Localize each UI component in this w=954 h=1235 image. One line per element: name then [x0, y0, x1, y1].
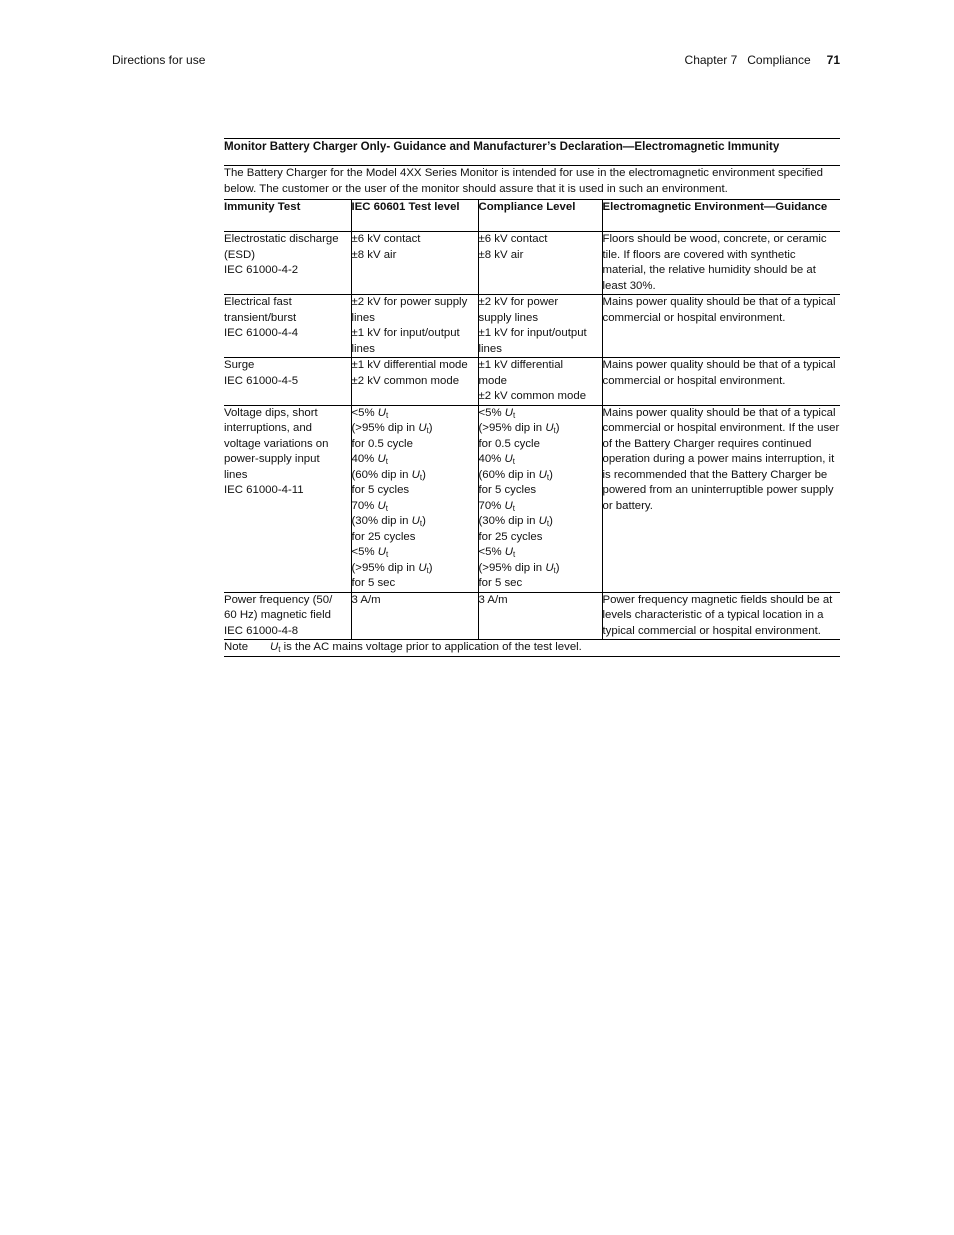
cell-line: ±6 kV contact: [351, 233, 421, 245]
cell-line: (ESD): [224, 248, 256, 261]
cell-line: lines: [478, 342, 502, 355]
symbol-sub: t: [546, 472, 550, 482]
cell-line: lines: [351, 342, 375, 355]
column-header-immunity-test: Immunity Test: [224, 200, 351, 232]
cell-compliance: [478, 405, 602, 592]
cell-line: IEC 61000-4-2: [224, 264, 299, 276]
cell-iec: [351, 232, 478, 295]
cell-line: 40% $U_t$: [351, 453, 388, 466]
cell-line: for 5 sec: [478, 577, 523, 589]
page-number: 71: [826, 53, 840, 67]
cell-line: transient/burst: [224, 311, 297, 324]
cell-line: for 0.5 cycle: [351, 437, 413, 450]
header-chapter: Chapter 7 Compliance: [684, 53, 811, 67]
cell-line: ±1 kV differential mode: [351, 359, 468, 371]
header-chapter-info: [685, 53, 840, 67]
cell-test: [224, 592, 351, 640]
cell-line: <5% $U_t$: [478, 406, 516, 420]
symbol-sub: t: [513, 550, 516, 559]
table-row: [224, 592, 840, 640]
cell-line: (30% dip in $U_t$): [351, 515, 426, 528]
cell-line: <5% $U_t$: [351, 546, 389, 559]
cell-line: ±8 kV air: [351, 248, 397, 261]
symbol-u: U: [377, 546, 387, 558]
cell-line: (>95% dip in $U_t$): [351, 561, 433, 575]
symbol-sub: t: [419, 472, 423, 482]
cell-line: mode: [478, 374, 507, 387]
cell-compliance: [478, 358, 602, 406]
cell-line: ±8 kV air: [478, 248, 524, 261]
symbol-u: U: [504, 453, 513, 465]
cell-line: interruptions, and: [224, 422, 313, 434]
symbol-sub: t: [512, 457, 515, 466]
cell-guidance: Mains power quality should be that of a typical commercial or hospital environment.: [602, 358, 840, 406]
symbol-sub: t: [278, 645, 281, 654]
symbol-sub: t: [385, 457, 388, 466]
cell-guidance: Mains power quality should be that of a typical commercial or hospital environment. If the user of the Battery Charger requires continued operation during a power mains interruption, it is recommended that the Battery Charger be powered from an uninterruptible power supply or battery.: [602, 405, 840, 592]
cell-line: (>95% dip in $U_t$): [478, 422, 560, 435]
cell-line: for 5 cycles: [351, 484, 410, 496]
note-label: Note: [224, 641, 249, 653]
cell-line: (>95% dip in $U_t$): [351, 422, 433, 435]
symbol-u: U: [411, 515, 420, 527]
cell-line: IEC 61000-4-11: [224, 484, 304, 496]
symbol-u: U: [377, 499, 386, 512]
symbol-u: U: [545, 561, 554, 574]
cell-line: Voltage dips, short: [224, 406, 318, 419]
symbol-u: U: [545, 422, 554, 434]
cell-line: Power frequency (50/: [224, 593, 333, 606]
cell-line: (60% dip in $U_t$): [351, 468, 426, 482]
column-header-iec-level: IEC 60601 Test level: [351, 200, 478, 232]
column-header-compliance-level: Compliance Level: [478, 200, 602, 232]
symbol-sub: t: [426, 426, 429, 435]
cell-iec: [351, 295, 478, 358]
cell-test: [224, 358, 351, 406]
symbol-u: U: [418, 561, 427, 574]
symbol-sub: t: [553, 565, 556, 575]
symbol-u: U: [504, 406, 514, 419]
table-row: [224, 232, 840, 295]
cell-line: 40% $U_t$: [478, 453, 515, 466]
symbol-u: U: [418, 422, 427, 434]
symbol-sub: t: [386, 410, 389, 420]
cell-compliance: [478, 295, 602, 358]
cell-line: IEC 61000-4-4: [224, 327, 299, 339]
table-row: [224, 405, 840, 592]
cell-line: lines: [224, 468, 248, 481]
symbol-sub: t: [513, 410, 516, 420]
header-doc-title: Directions for use: [112, 53, 206, 67]
table-note-row: [224, 640, 840, 657]
cell-line: for 25 cycles: [351, 530, 416, 543]
cell-line: Electrostatic discharge: [224, 233, 339, 245]
symbol-u: U: [538, 515, 547, 527]
cell-line: 3 A/m: [478, 593, 508, 606]
table-row: [224, 295, 840, 358]
cell-line: for 5 cycles: [478, 484, 537, 496]
symbol-sub: t: [553, 426, 556, 435]
symbol-sub: t: [419, 519, 423, 528]
cell-line: Electrical fast: [224, 296, 292, 308]
cell-line: (30% dip in $U_t$): [478, 515, 553, 528]
page-header: [112, 53, 840, 69]
cell-line: (>95% dip in $U_t$): [478, 561, 560, 575]
cell-test: [224, 405, 351, 592]
cell-test: [224, 232, 351, 295]
table-row: [224, 358, 840, 406]
cell-iec: [351, 358, 478, 406]
symbol-u: U: [504, 499, 513, 512]
symbol-sub: t: [426, 565, 429, 575]
cell-compliance: [478, 232, 602, 295]
cell-line: lines: [351, 311, 375, 324]
cell-iec: [351, 405, 478, 592]
column-header-row: [224, 200, 840, 232]
immunity-table: [224, 138, 840, 657]
cell-test: [224, 295, 351, 358]
table-intro-row: [224, 166, 840, 200]
cell-guidance: Floors should be wood, concrete, or ceramic tile. If floors are covered with synthetic material, the relative humidity should be at least 30%.: [602, 232, 840, 295]
cell-line: 3 A/m: [351, 593, 381, 606]
cell-line: ±2 kV for power supply: [351, 296, 468, 308]
cell-compliance: [478, 592, 602, 640]
cell-guidance: Power frequency magnetic fields should be at levels characteristic of a typical location in a typical commercial or hospital environment.: [602, 592, 840, 640]
cell-line: ±2 kV for power: [478, 296, 559, 308]
table-title: Monitor Battery Charger Only- Guidance and Manufacturer’s Declaration—Electromagnetic Immunity: [224, 139, 840, 166]
cell-line: 60 Hz) magnetic field: [224, 609, 331, 621]
cell-line: <5% $U_t$: [478, 546, 516, 559]
cell-line: voltage variations on: [224, 437, 329, 450]
cell-line: ±2 kV common mode: [351, 374, 460, 387]
cell-line: ±1 kV for input/output: [351, 327, 460, 339]
cell-line: 70% $U_t$: [351, 499, 388, 513]
symbol-u: U: [504, 546, 514, 558]
cell-line: ±6 kV contact: [478, 233, 548, 245]
symbol-u: U: [411, 468, 420, 481]
table-intro: The Battery Charger for the Model 4XX Series Monitor is intended for use in the electromagnetic environment specified below. The customer or the user of the monitor should assure that it is used in such an environment.: [224, 166, 840, 200]
cell-line: Surge: [224, 359, 255, 371]
note-text: is the AC mains voltage prior to application of the test level.: [280, 641, 582, 653]
symbol-u: U: [377, 453, 386, 465]
symbol-u: U: [270, 641, 279, 653]
cell-line: IEC 61000-4-5: [224, 374, 299, 387]
cell-line: ±2 kV common mode: [478, 390, 587, 402]
symbol-sub: t: [512, 503, 515, 513]
cell-line: (60% dip in $U_t$): [478, 468, 553, 482]
symbol-sub: t: [385, 503, 388, 513]
cell-line: <5% $U_t$: [351, 406, 389, 420]
cell-line: IEC 61000-4-8: [224, 624, 299, 637]
cell-line: supply lines: [478, 311, 539, 324]
symbol-u: U: [377, 406, 387, 419]
table-note: [224, 640, 840, 657]
cell-line: for 25 cycles: [478, 530, 543, 543]
cell-guidance: Mains power quality should be that of a typical commercial or hospital environment.: [602, 295, 840, 358]
cell-line: for 0.5 cycle: [478, 437, 540, 450]
symbol-u: U: [538, 468, 547, 481]
cell-line: ±1 kV for input/output: [478, 327, 587, 339]
cell-line: for 5 sec: [351, 577, 396, 589]
column-header-guidance: Electromagnetic Environment—Guidance: [602, 200, 840, 232]
cell-line: 70% $U_t$: [478, 499, 515, 513]
cell-line: ±1 kV differential: [478, 359, 564, 371]
symbol-sub: t: [386, 550, 389, 559]
symbol-sub: t: [546, 519, 550, 528]
table-title-row: [224, 139, 840, 166]
cell-iec: [351, 592, 478, 640]
cell-line: power-supply input: [224, 453, 320, 465]
